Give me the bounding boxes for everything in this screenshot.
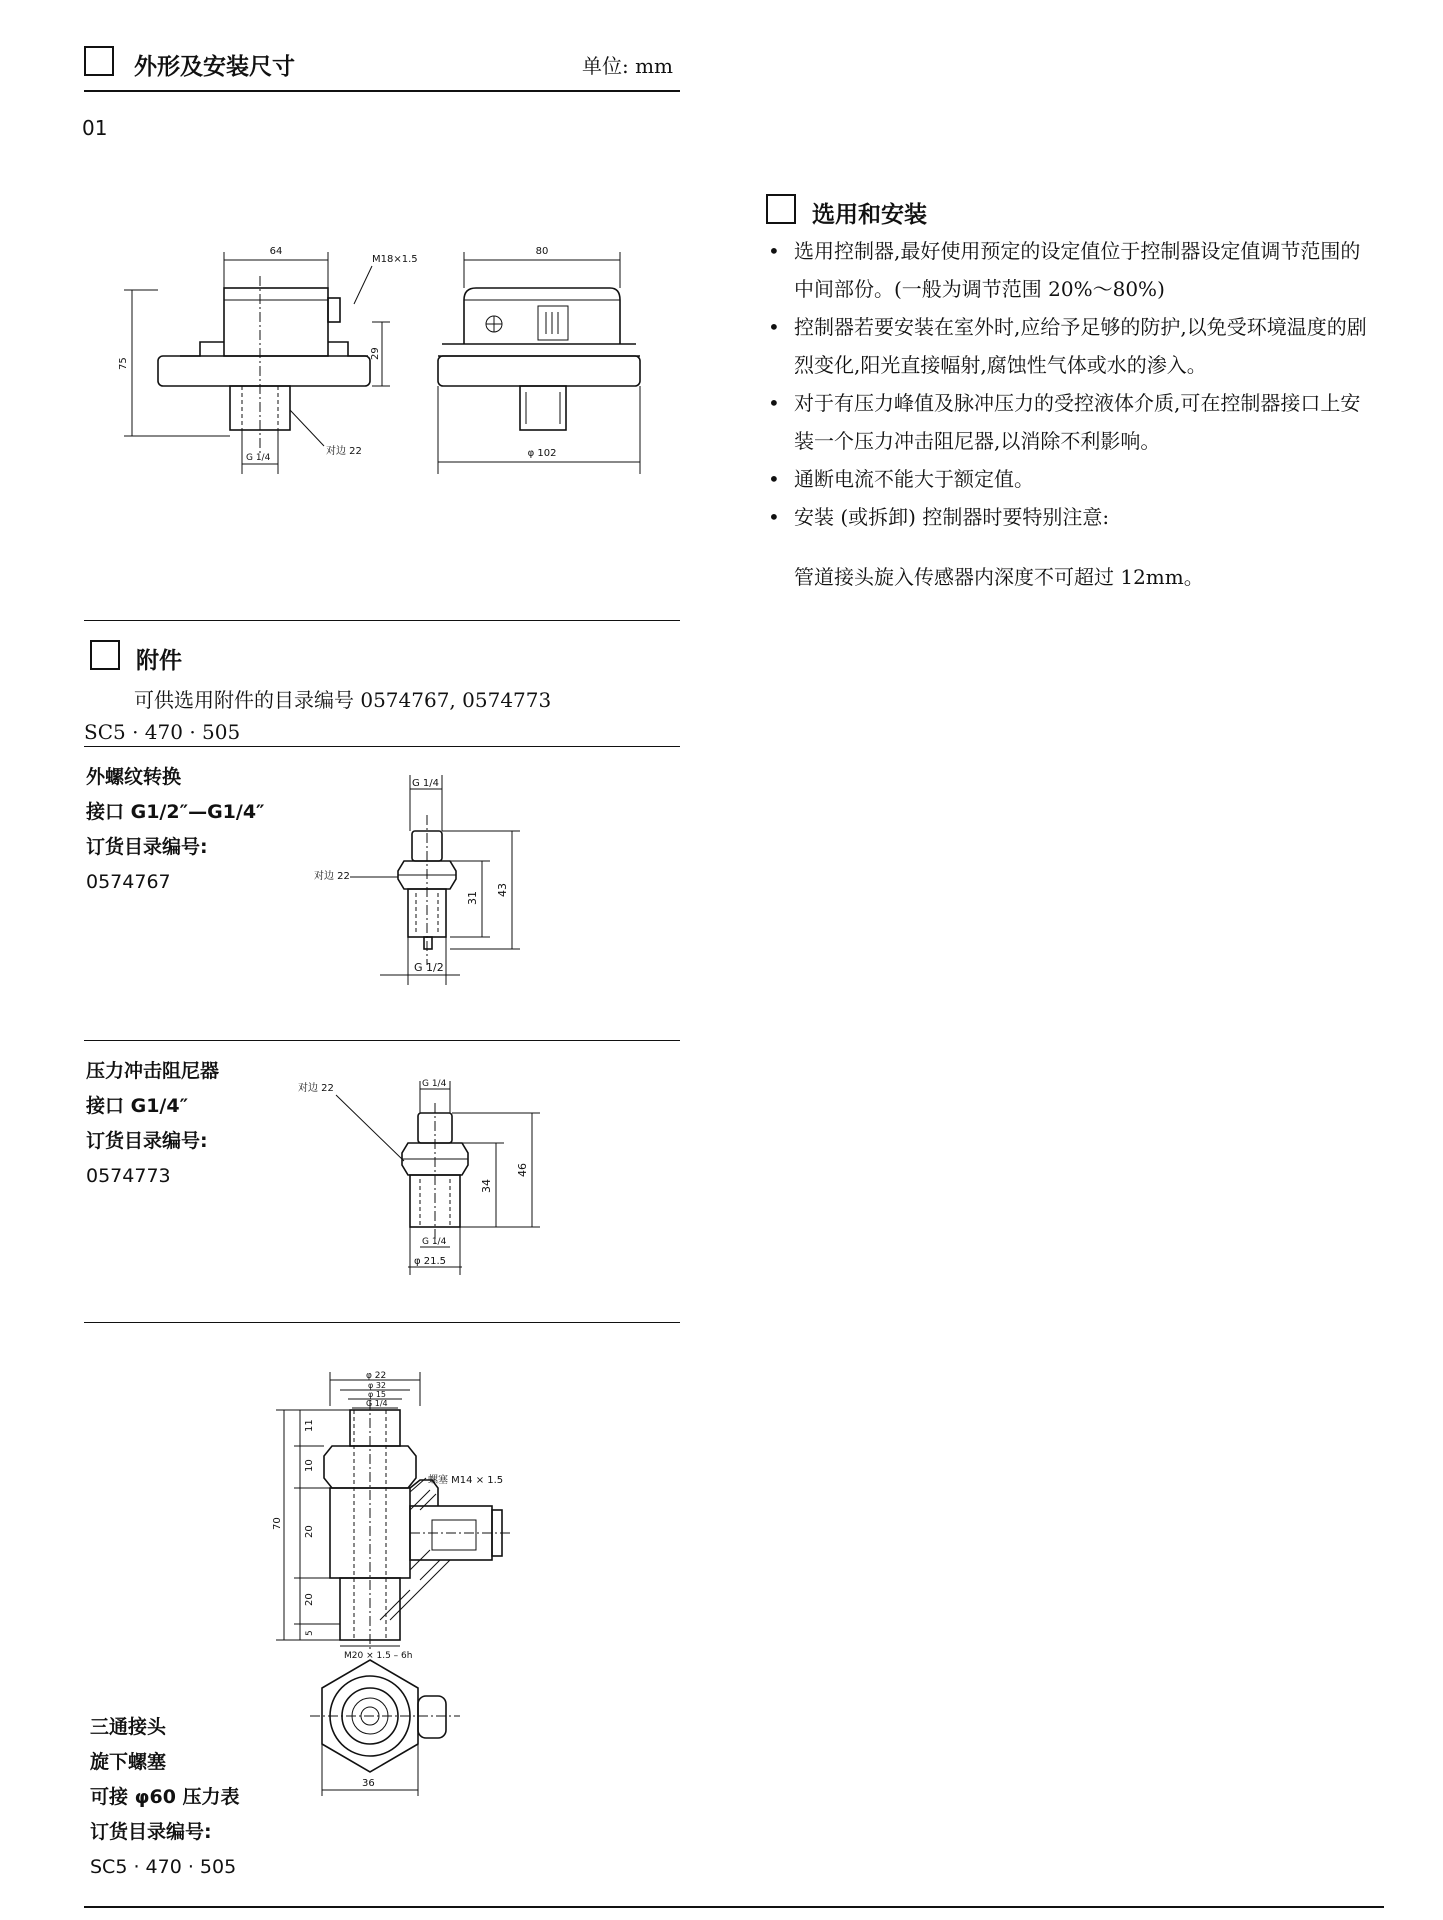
acc2-dim-34: 34 — [480, 1179, 493, 1193]
acc3-dim-10: 10 — [304, 1459, 315, 1472]
figure-number: 01 — [82, 116, 108, 140]
selection-title: 选用和安装 — [812, 202, 927, 228]
acc1-thread-adapter-drawing — [314, 775, 540, 1000]
acc3-gauge: 可接 φ60 压力表 — [90, 1786, 240, 1808]
acc3-order-number: SC5 · 470 · 505 — [90, 1856, 237, 1878]
dim-64: 64 — [269, 246, 283, 257]
acc3-text — [90, 1710, 240, 1885]
dim-75: 75 — [118, 357, 129, 370]
acc3-dim-70: 70 — [272, 1517, 283, 1530]
acc1-rule — [84, 1040, 680, 1041]
acc1-dim-across: 对边 22 — [314, 871, 350, 882]
acc2-order-number: 0574773 — [86, 1165, 171, 1187]
acc1-text — [86, 760, 265, 900]
selection-item: • 安装 (或拆卸) 控制器时要特别注意: — [764, 498, 1374, 536]
acc2-order-label: 订货目录编号: — [86, 1130, 208, 1152]
acc2-dim-top: G 1/4 — [422, 1079, 447, 1089]
acc2-port: 接口 G1/4″ — [86, 1095, 189, 1117]
acc3-dim-phi22: φ 22 — [366, 1371, 387, 1381]
acc3-dim-36: 36 — [362, 1778, 375, 1789]
dim-g14: G 1/4 — [246, 453, 271, 463]
accessories-title: 附件 — [136, 648, 182, 674]
acc3-dim-g14: G 1/4 — [366, 1399, 388, 1408]
acc2-dim-across: 对边 22 — [298, 1083, 334, 1094]
section-checkbox-icon — [84, 46, 114, 76]
selection-item: • 对于有压力峰值及脉冲压力的受控液体介质,可在控制器接口上安装一个压力冲击阻尼器,以消除不利影响。 — [764, 384, 1374, 460]
dim-80: 80 — [535, 246, 549, 257]
acc3-dim-20b: 20 — [304, 1593, 315, 1606]
acc1-order-label: 订货目录编号: — [86, 836, 208, 858]
selection-item: • 选用控制器,最好使用预定的设定值位于控制器设定值调节范围的中间部份。(一般为调节范围 20%～80%) — [764, 232, 1374, 308]
accessories-intro: 可供选用附件的目录编号 0574767, 0574773 — [134, 688, 552, 712]
accessories-top-rule — [84, 620, 680, 621]
section-rule — [84, 90, 680, 92]
acc3-dim-phi15: φ 15 — [368, 1390, 386, 1399]
acc2-name: 压力冲击阻尼器 — [86, 1060, 220, 1082]
dim-across-22: 对边 22 — [326, 446, 362, 457]
acc2-rule — [84, 1322, 680, 1323]
acc2-pressure-damper-drawing — [290, 1075, 560, 1285]
acc3-dim-thread: M20 × 1.5 – 6h — [344, 1651, 413, 1661]
acc1-name: 外螺纹转换 — [86, 766, 182, 788]
selection-item: • 控制器若要安装在室外时,应给予足够的防护,以免受环境温度的剧烈变化,阳光直接幅射,腐蚀性气体或水的渗入。 — [764, 308, 1374, 384]
acc1-dim-bottom: G 1/2 — [414, 961, 444, 974]
acc3-name: 三通接头 — [90, 1716, 167, 1738]
acc1-order-number: 0574767 — [86, 871, 171, 893]
unit-label: 单位: mm — [582, 54, 674, 78]
dim-29: 29 — [370, 347, 381, 360]
acc1-port: 接口 G1/2″—G1/4″ — [86, 801, 265, 823]
acc3-dim-plug: 螺塞 M14 × 1.5 — [428, 1475, 504, 1486]
dim-phi102: φ 102 — [527, 448, 557, 459]
dim-thread: M18×1.5 — [372, 254, 418, 265]
acc1-dim-43: 43 — [496, 883, 509, 897]
acc3-order-label: 订货目录编号: — [90, 1821, 212, 1843]
acc3-tee-connector-drawing — [270, 1370, 610, 1850]
acc3-dim-5: 5 — [305, 1630, 315, 1636]
acc2-dim-46: 46 — [516, 1163, 529, 1177]
acc2-text — [86, 1054, 219, 1194]
acc3-dim-20a: 20 — [304, 1525, 315, 1538]
selection-item: • 通断电流不能大于额定值。 — [764, 460, 1374, 498]
controller-side-view-drawing — [110, 240, 418, 480]
footer-rule — [84, 1906, 1384, 1908]
acc1-dim-31: 31 — [466, 891, 479, 905]
acc1-dim-top: G 1/4 — [412, 778, 440, 789]
accessories-intro-code: SC5 · 470 · 505 — [84, 720, 241, 744]
section-title-dimensions: 外形及安装尺寸 — [134, 54, 295, 80]
accessories-rule — [84, 746, 680, 747]
selection-item-continuation: 管道接头旋入传感器内深度不可超过 12mm。 — [794, 565, 1204, 589]
selection-checkbox-icon — [766, 194, 796, 224]
acc3-note: 旋下螺塞 — [90, 1751, 167, 1773]
acc2-dim-bottom: G 1/4 — [422, 1237, 447, 1247]
selection-list — [764, 232, 1374, 536]
accessories-checkbox-icon — [90, 640, 120, 670]
acc3-dim-11: 11 — [304, 1419, 315, 1432]
controller-front-view-drawing — [430, 240, 650, 480]
acc3-dim-phi32: φ 32 — [368, 1381, 386, 1390]
acc2-dim-phi: φ 21.5 — [414, 1256, 447, 1267]
